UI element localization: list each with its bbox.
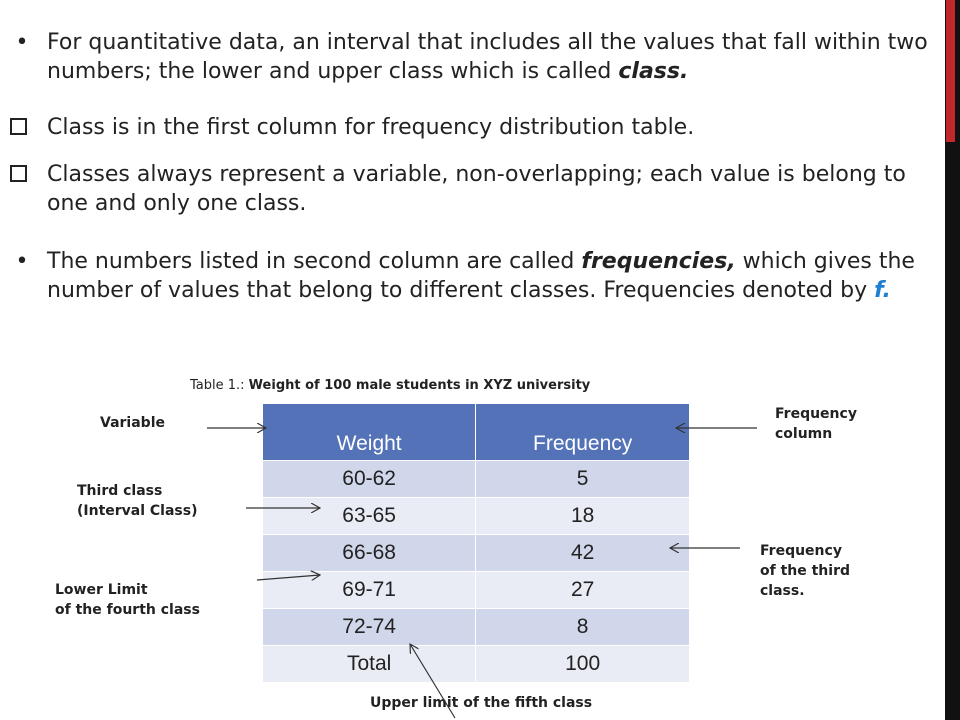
note-text: of the third xyxy=(760,563,850,579)
bullet-dot-icon: • xyxy=(15,249,29,274)
bullet-text: For quantitative data, an interval that includes all the values that fall within two numbers; the lower and upper class which is called xyxy=(47,30,928,84)
cell-total-value: 100 xyxy=(476,646,690,683)
note-text: Frequency xyxy=(775,406,857,422)
side-accent xyxy=(946,0,955,142)
cell-weight: 63-65 xyxy=(263,498,476,535)
note-text: Third class xyxy=(77,483,163,499)
cell-weight: 66-68 xyxy=(263,535,476,572)
note-text: Upper limit of the fifth class xyxy=(370,695,593,711)
cell-frequency: 8 xyxy=(476,609,690,646)
bullet-text: Classes always represent a variable, non-overlapping; each value is belong to one and only one class. xyxy=(47,162,906,216)
emphasis-frequencies: frequencies, xyxy=(581,249,736,274)
cell-total-label: Total xyxy=(263,646,476,683)
bullet-text: The numbers listed in second column are called xyxy=(47,249,582,274)
bullet-dot-icon: • xyxy=(15,30,29,55)
note-text: of the fourth class xyxy=(55,602,200,618)
note-text: column xyxy=(775,426,833,442)
note-text: Lower Limit xyxy=(55,582,148,598)
note-text: Variable xyxy=(100,415,165,431)
arrow-upper-limit xyxy=(410,644,455,718)
bullet-text: Class is in the first column for frequency distribution table. xyxy=(47,115,695,140)
cell-weight: 60-62 xyxy=(263,461,476,498)
emphasis-f: f. xyxy=(874,278,891,303)
cell-frequency: 27 xyxy=(476,572,690,609)
cell-weight: 69-71 xyxy=(263,572,476,609)
cell-frequency: 5 xyxy=(476,461,690,498)
caption-title: Weight of 100 male students in XYZ university xyxy=(248,378,591,393)
bullet-text-cont: which gives the number of values that belong to different classes. Frequencies denoted by xyxy=(47,249,915,303)
note-text: Frequency xyxy=(760,543,842,559)
cell-weight: 72-74 xyxy=(263,609,476,646)
arrow-lower-limit xyxy=(257,575,320,580)
header-weight: Weight xyxy=(263,404,476,461)
note-text: (Interval Class) xyxy=(77,503,198,519)
header-frequency: Frequency xyxy=(476,404,690,461)
cell-frequency: 18 xyxy=(476,498,690,535)
emphasis-class: class. xyxy=(618,59,689,84)
caption-prefix: Table 1.: xyxy=(190,378,249,393)
cell-frequency: 42 xyxy=(476,535,690,572)
note-text: class. xyxy=(760,583,805,599)
